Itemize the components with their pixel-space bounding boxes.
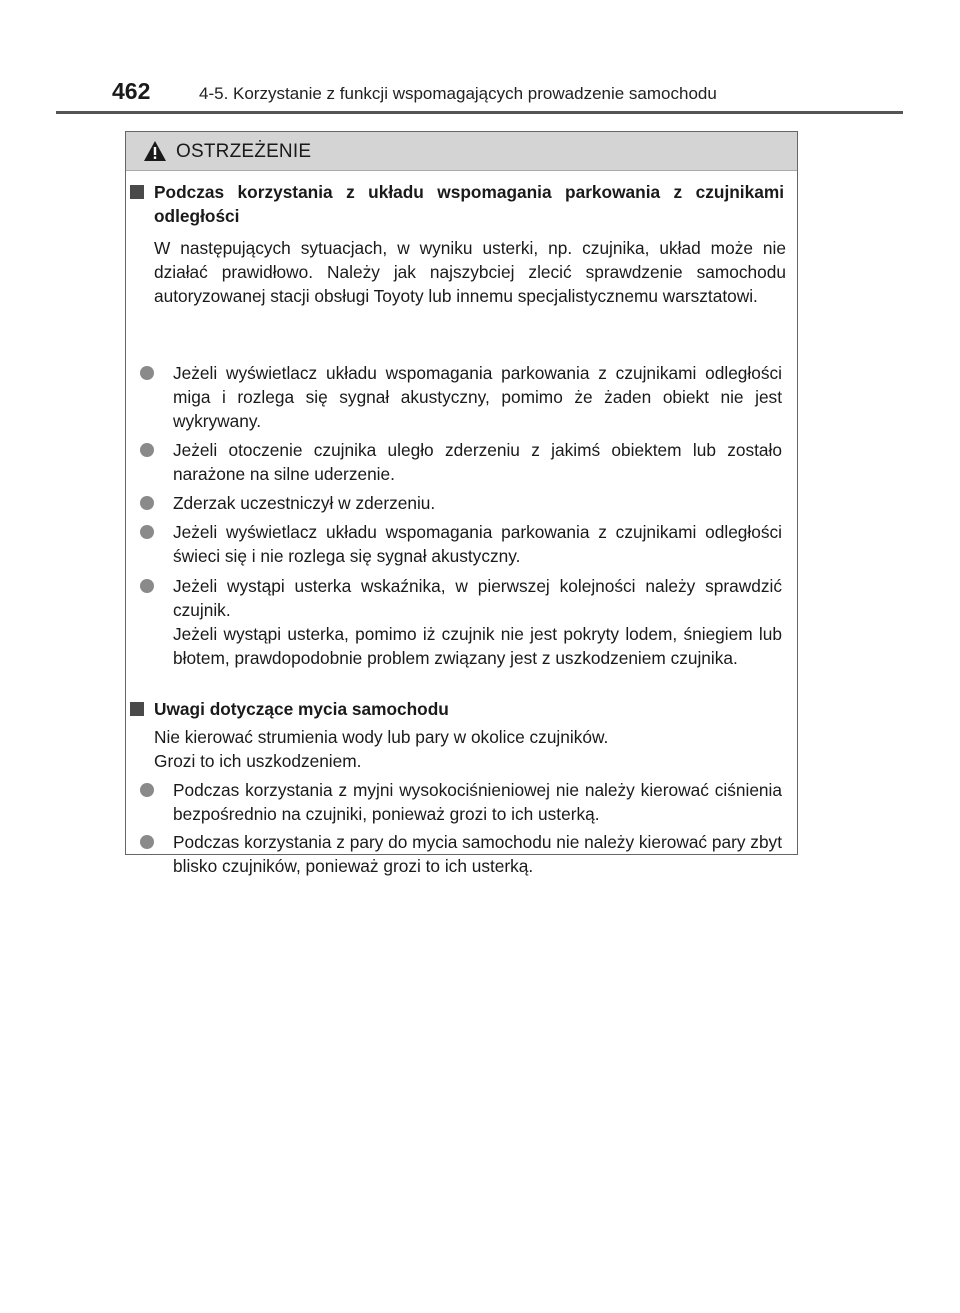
warning-title: OSTRZEŻENIE (176, 141, 312, 162)
section-heading (130, 180, 784, 228)
circle-bullet-icon (140, 525, 154, 539)
warning-box: OSTRZEŻENIE Podczas korzystania z układu wspomagania parkowania z czujnikami odległości W następujących sytuacjach, w wyniku usterki, np. czujnika, układ może nie działać prawidłowo. Należy jak najszybciej zlecić sprawdzenie samochodu autoryzowanej stacji obsługi Toyoty lub innemu specjalistycznemu warsztatowi. Jeżeli wyświetlacz układu wspomagania parkowania z czujnikami odległości miga i rozlega się sygnał akustyczny, pomimo że żaden obiekt nie jest wykrywany. Jeżeli otoczenie czujnika uległo zderzeniu z jakimś obiektem lub zostało narażone na silne uderzenie. Zderzak uczestniczył w zderzeniu. Jeżeli wyświetlacz układu wspomagania parkowania z czujnikami odległości świeci się i nie rozlega się sygnał akustyczny. Jeżeli wystąpi usterka wskaźnika, w pierwszej kolejności należy sprawdzić czujnik. Jeżeli wystąpi usterka, pomimo iż czujnik nie jest pokryty lodem, śniegiem lub błotem, prawdopodobnie problem związany jest z uszkodzeniem czujnika. Uwagi dotyczące mycia samochodu Nie kierować strumienia wody lub pary w okolice czujników. Grozi to ich uszkodzeniem. Podczas korzystania z myjni wysokociśnieniowej nie należy kierować ciśnienia bezpośrednio na czujniki, ponieważ grozi to ich usterką. Podczas korzystania z pary do mycia samochodu nie należy kierować pary zbyt blisko czujników, ponieważ grozi to ich usterką. (125, 131, 798, 855)
section-title: Uwagi dotyczące mycia samochodu (154, 699, 449, 719)
square-bullet-icon (130, 185, 144, 199)
circle-bullet-icon (140, 366, 154, 380)
warning-header (126, 132, 797, 171)
circle-bullet-icon (140, 783, 154, 797)
circle-bullet-icon (140, 496, 154, 510)
warning-triangle-icon (143, 140, 167, 162)
section-heading (130, 697, 784, 721)
chapter-title: 4-5. Korzystanie z funkcji wspomagających prowadzenie samochodu (199, 84, 717, 103)
section-title: Podczas korzystania z układu wspomagania parkowania z czujnikami odległości (154, 182, 784, 226)
section-intro: W następujących sytuacjach, w wyniku usterki, np. czujnika, układ może nie działać prawidłowo. Należy jak najszybciej zlecić sprawdzenie samochodu autoryzowanej stacji obsługi Toyoty lub innemu specjalistycznemu warsztatowi. (154, 238, 786, 306)
page-header (112, 78, 902, 108)
circle-bullet-icon (140, 443, 154, 457)
page-number: 462 (112, 78, 151, 104)
circle-bullet-icon (140, 835, 154, 849)
square-bullet-icon (130, 702, 144, 716)
circle-bullet-icon (140, 579, 154, 593)
header-divider (56, 111, 903, 114)
